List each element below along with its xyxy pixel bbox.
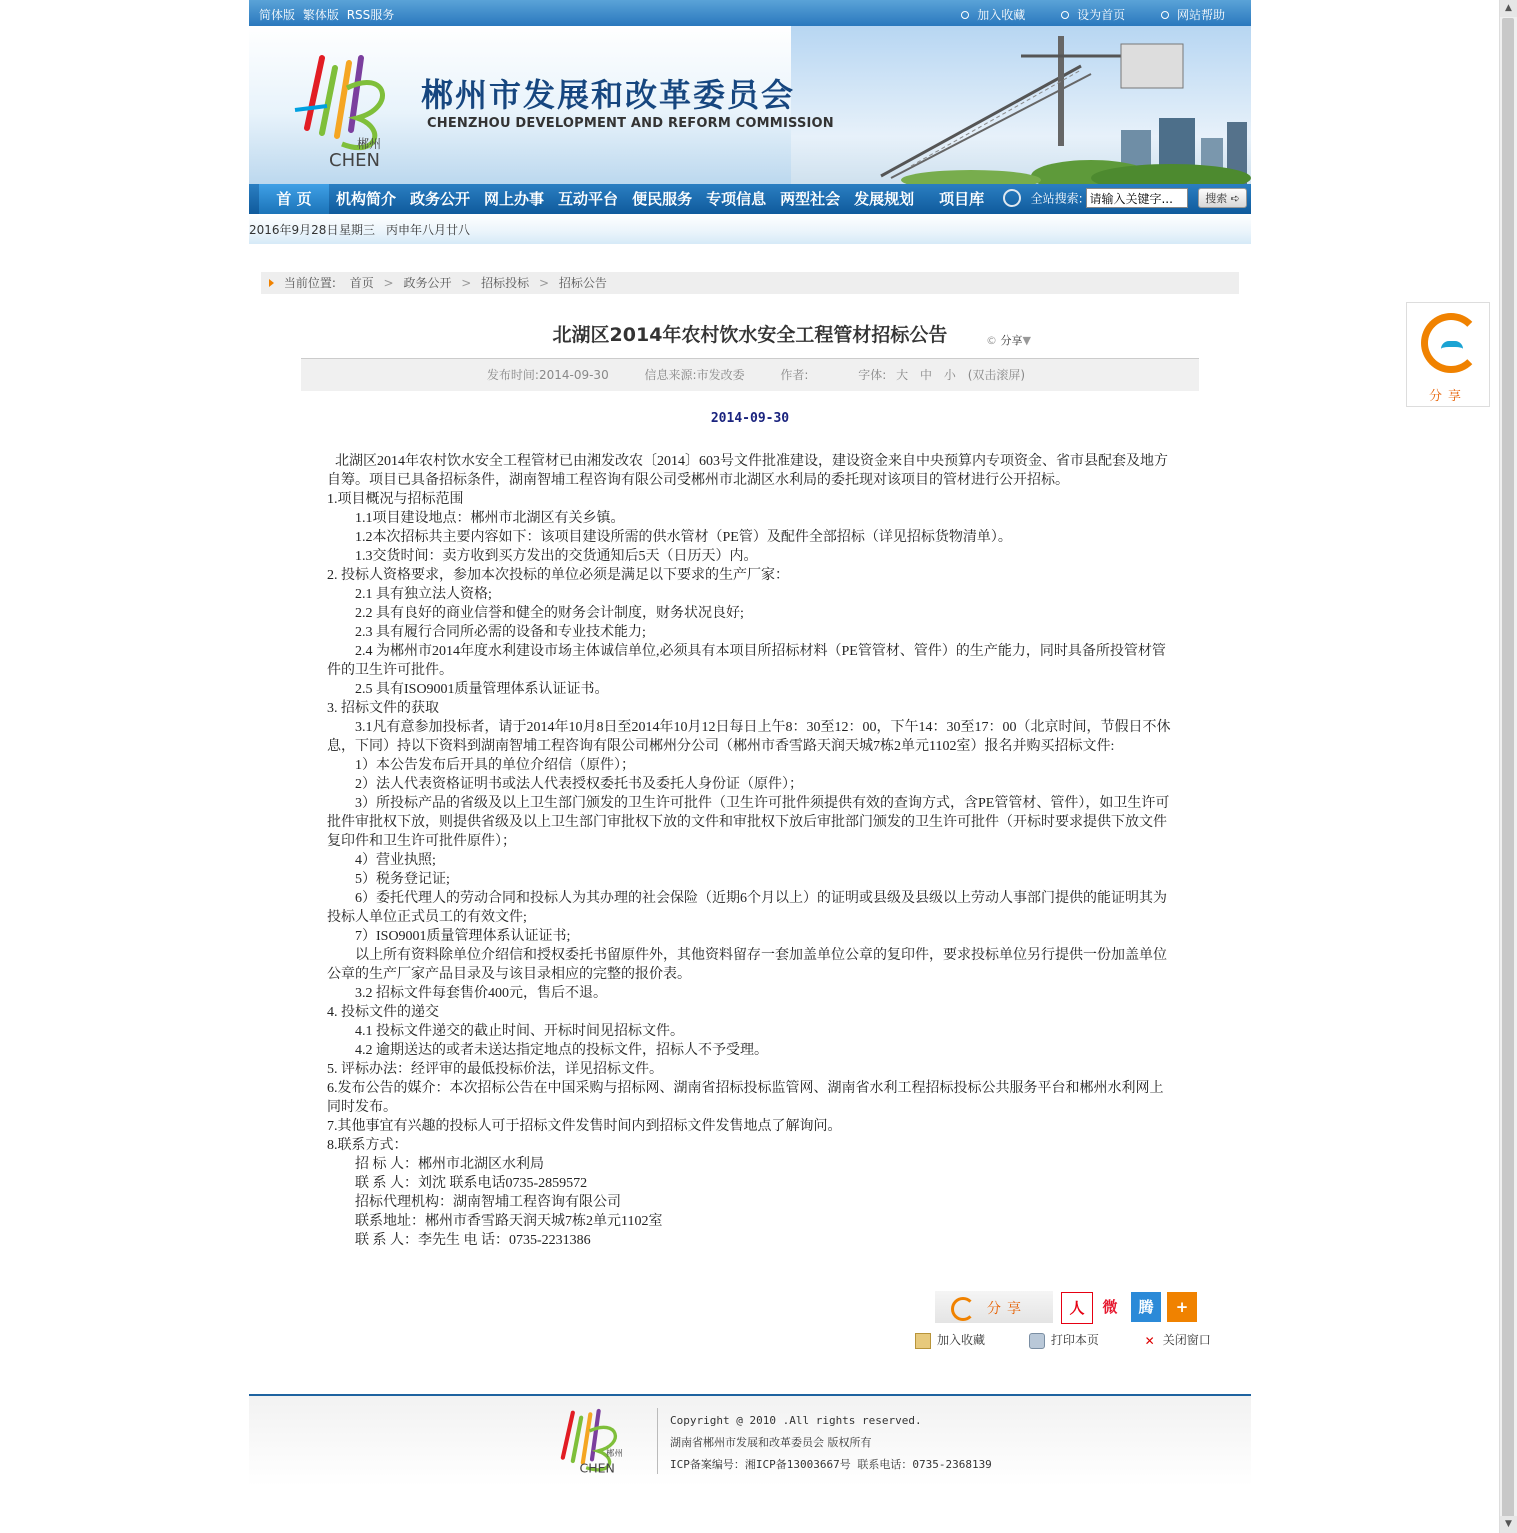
current-date: 2016年9月28日 xyxy=(249,223,339,237)
svg-text:CHEN: CHEN xyxy=(579,1460,615,1476)
footer-divider xyxy=(657,1408,658,1474)
article-paragraph: 招 标 人：郴州市北湖区水利局 xyxy=(355,1157,544,1172)
article-paragraph: 4. 投标文件的递交 xyxy=(327,1005,439,1020)
circle-bullet-icon xyxy=(1061,11,1069,19)
close-window-tool[interactable]: ✕ 关闭窗口 xyxy=(1144,1333,1211,1348)
icp-info: ICP备案编号：湘ICP备13003667号 联系电话：0735-2368139 xyxy=(670,1458,992,1471)
rss-link[interactable]: RSS服务 xyxy=(346,8,395,22)
breadcrumb-home[interactable]: 首页 xyxy=(349,276,374,290)
article xyxy=(301,320,1199,1250)
nav-item-gov-affairs[interactable]: 政务公开 xyxy=(410,190,471,208)
add-favorite-tool[interactable]: 加入收藏 xyxy=(915,1333,1005,1347)
crane-skyline-illustration xyxy=(791,26,1251,184)
share-more-icon[interactable]: + xyxy=(1167,1292,1197,1322)
article-paragraph: 1.3交货时间：卖方收到买方发出的交货通知后5天（日历天）内。 xyxy=(355,549,758,564)
share-logo-icon: © xyxy=(986,334,998,347)
dblclick-scroll-hint: (双击滚屏) xyxy=(967,368,1026,382)
article-paragraph: 以上所有资料除单位介绍信和授权委托书留原件外，其他资料留存一套加盖单位公章的复印件，要求投标单位另行提供一份加盖单位公章的生产厂家产品目录及与该目录相应的完整的报价表。 xyxy=(327,948,1167,982)
article-title: 北湖区2014年农村饮水安全工程管材招标公告 xyxy=(552,324,948,346)
article-paragraph: 2）法人代表资格证明书或法人代表授权委托书及委托人身份证（原件）； xyxy=(355,777,803,792)
site-help-link[interactable]: 网站帮助 xyxy=(1161,8,1225,22)
article-paragraph: 6）委托代理人的劳动合同和投标人为其办理的社会保险（近期6个月以上）的证明或县级及县级以上劳动人事部门提供的能证明其为投标人单位正式员工的有效文件; xyxy=(327,891,1167,925)
article-paragraph: 6.发布公告的媒介：本次招标公告在中国采购与招标网、湖南省招标投标监管网、湖南省水利工程招标投标公共服务平台和郴州水利网上同时发布。 xyxy=(327,1081,1164,1115)
article-paragraph: 4.2 逾期送达的或者未送达指定地点的投标文件，招标人不予受理。 xyxy=(355,1043,768,1058)
article-paragraph: 1.项目概况与招标范围 xyxy=(327,492,464,507)
article-paragraph: 招标代理机构：湖南智埔工程咨询有限公司 xyxy=(355,1195,621,1210)
copyright: Copyright @ 2010 .All rights reserved. xyxy=(670,1414,922,1427)
article-paragraph: 1）本公告发布后开具的单位介绍信（原件）； xyxy=(355,758,635,773)
article-paragraph: 3.2 招标文件每套售价400元，售后不退。 xyxy=(355,986,607,1001)
article-paragraph: 4.1 投标文件递交的截止时间、开标时间见招标文件。 xyxy=(355,1024,684,1039)
article-paragraph: 4）营业执照; xyxy=(355,853,436,868)
top-bar xyxy=(249,0,1251,26)
article-paragraph: 7）ISO9001质量管理体系认证证书; xyxy=(355,929,571,944)
breadcrumb-separator: > xyxy=(461,276,472,290)
date-bar xyxy=(249,214,1251,244)
footer-text xyxy=(670,1410,992,1476)
font-small-button[interactable]: 小 xyxy=(943,368,956,382)
breadcrumb-gov-affairs[interactable]: 政务公开 xyxy=(403,276,452,290)
breadcrumb xyxy=(261,272,1239,294)
breadcrumb-bidding[interactable]: 招标投标 xyxy=(481,276,530,290)
owner: 湖南省郴州市发展和改革委员会 版权所有 xyxy=(670,1436,872,1449)
current-weekday: 星期三 xyxy=(339,223,376,237)
share-tencent-icon[interactable]: 腾 xyxy=(1131,1292,1161,1322)
article-paragraph: 联系地址：郴州市香雪路天润天城7栋2单元1102室 xyxy=(355,1214,663,1229)
share-mini-button[interactable]: © 分享▼ xyxy=(986,334,1031,347)
article-paragraph: 1.2本次招标共主要内容如下：该项目建设所需的供水管材（PE管）及配件全部招标（详见招标货物清单）。 xyxy=(355,530,1012,545)
article-paragraph: 1.1项目建设地点：郴州市北湖区有关乡镇。 xyxy=(355,511,625,526)
article-paragraph: 3. 招标文件的获取 xyxy=(327,701,439,716)
search-icon xyxy=(1003,189,1021,207)
article-paragraph: 2.3 具有履行合同所必需的设备和专业技术能力; xyxy=(355,625,646,640)
site-banner xyxy=(249,26,1251,184)
scroll-up-arrow-icon[interactable]: ▲ xyxy=(1500,0,1517,17)
svg-text:CHEN: CHEN xyxy=(329,150,380,168)
simplified-link[interactable]: 简体版 xyxy=(259,8,296,22)
nav-item-project-library[interactable]: 项目库 xyxy=(939,190,985,208)
article-paragraph: 8.联系方式： xyxy=(327,1138,408,1153)
nav-item-online-service[interactable]: 网上办事 xyxy=(484,190,545,208)
nav-item-two-type-society[interactable]: 两型社会 xyxy=(780,190,841,208)
article-meta xyxy=(301,358,1199,391)
article-paragraph: 3.1凡有意参加投标者，请于2014年10月8日至2014年10月12日每日上午8：30至12：00，下午14：30至17：00（北京时间，节假日不休息，下同）持以下资料到湖南智埔工程咨询有限公司郴州分公司（郴州市香雪路天润天城7栋2单元1102室）报名并购买招标文件: xyxy=(327,720,1171,754)
main-nav xyxy=(249,184,1251,214)
article-date: 2014-09-30 xyxy=(710,411,790,426)
article-paragraph: 联 系 人：刘沈 联系电话0735-2859572 xyxy=(355,1176,588,1191)
info-source: 信息来源:市发改委 xyxy=(644,368,745,382)
circle-bullet-icon xyxy=(961,11,969,19)
add-favorite-link[interactable]: 加入收藏 xyxy=(961,8,1025,22)
article-paragraph: 2.5 具有ISO9001质量管理体系认证证书。 xyxy=(355,682,609,697)
share-label-box[interactable] xyxy=(935,1291,1053,1323)
page-container xyxy=(249,0,1251,1476)
window-scrollbar[interactable] xyxy=(1499,0,1517,1533)
article-paragraph: 3）所投标产品的省级及以上卫生部门颁发的卫生许可批件（卫生许可批件须提供有效的查询方式，含PE管管材、管件），如卫生许可批件审批权下放，则提供省级及以上卫生部门审批权下放的文件和审批权下放后审批部门颁发的卫生许可批件（开标时要求提供下放文件复印件和卫生许可批件原件）； xyxy=(327,796,1170,849)
lunar-date: 丙申年八月廿八 xyxy=(386,223,471,237)
article-paragraph: 5. 评标办法：经评审的最低投标价法，详见招标文件。 xyxy=(327,1062,663,1077)
top-links xyxy=(929,6,1225,23)
nav-item-home[interactable]: 首 页 xyxy=(259,184,329,214)
nav-item-special-info[interactable]: 专项信息 xyxy=(706,190,767,208)
floating-share-label: 分享 xyxy=(1428,389,1467,404)
search-label: 全站搜索: xyxy=(1030,191,1083,206)
breadcrumb-bid-notice[interactable]: 招标公告 xyxy=(558,276,607,290)
article-paragraph: 2.2 具有良好的商业信誉和健全的财务会计制度，财务状况良好; xyxy=(355,606,744,621)
floating-share-widget[interactable] xyxy=(1406,302,1490,407)
nav-item-dev-planning[interactable]: 发展规划 xyxy=(854,190,915,208)
language-links xyxy=(259,6,398,23)
arrow-bullet-icon xyxy=(269,279,274,287)
share-label: 分享 xyxy=(987,1301,1027,1317)
svg-text:郴州: 郴州 xyxy=(357,137,382,151)
article-paragraph: 2.1 具有独立法人资格; xyxy=(355,587,492,602)
folder-icon xyxy=(915,1333,931,1349)
share-logo-icon xyxy=(951,1297,975,1321)
scroll-thumb[interactable] xyxy=(1502,18,1514,1518)
breadcrumb-separator: > xyxy=(539,276,550,290)
article-title-row xyxy=(301,320,1199,358)
nav-item-about[interactable]: 机构简介 xyxy=(336,190,397,208)
close-icon: ✕ xyxy=(1144,1333,1155,1348)
page-tools xyxy=(915,1331,1251,1349)
publish-time: 发布时间:2014-09-30 xyxy=(486,368,609,382)
footer-logo xyxy=(551,1406,643,1476)
arrow-right-icon: ➪ xyxy=(1230,192,1240,205)
nav-item-interaction[interactable]: 互动平台 xyxy=(558,190,619,208)
chen-logo xyxy=(287,48,397,168)
search-button[interactable]: 搜索 ➪ xyxy=(1198,188,1247,208)
article-paragraph: 北湖区2014年农村饮水安全工程管材已由湘发改农〔2014〕603号文件批准建设，建设资金来自中央预算内专项资金、省市县配套及地方自筹。项目已具备招标条件，湖南智埔工程咨询有限公司受郴州市北湖区水利局的委托现对该项目的管材进行公开招标。 xyxy=(327,454,1168,488)
nav-menu xyxy=(259,184,991,214)
footer xyxy=(249,1394,1251,1486)
site-title-cn: 郴州市发展和改革委员会 xyxy=(421,76,796,114)
share-renren-icon[interactable]: 人 xyxy=(1061,1292,1093,1324)
article-paragraph: 5）税务登记证; xyxy=(355,872,450,887)
font-large-button[interactable]: 大 xyxy=(896,368,909,382)
article-paragraph: 7.其他事宜有兴趣的投标人可于招标文件发售时间内到招标文件发售地点了解询问。 xyxy=(327,1119,842,1134)
scroll-down-arrow-icon[interactable]: ▼ xyxy=(1500,1516,1517,1533)
article-paragraph: 2.4 为郴州市2014年度水利建设市场主体诚信单位,必须具有本项目所招标材料（PE管管材、管件）的生产能力，同时具备所投管材管件的卫生许可批件。 xyxy=(327,644,1166,678)
print-tool[interactable]: 打印本页 xyxy=(1029,1333,1119,1347)
printer-icon xyxy=(1029,1333,1045,1349)
search-input[interactable] xyxy=(1086,188,1188,208)
site-title-en: CHENZHOU DEVELOPMENT AND REFORM COMMISSION xyxy=(427,116,834,131)
breadcrumb-separator: > xyxy=(383,276,394,290)
font-medium-button[interactable]: 中 xyxy=(920,368,933,382)
dropdown-arrow-icon: ▼ xyxy=(1022,334,1031,347)
share-bar xyxy=(935,1291,1199,1323)
article-paragraph: 2. 投标人资格要求，参加本次投标的单位必须是满足以下要求的生产厂家： xyxy=(327,568,789,583)
circle-bullet-icon xyxy=(1161,11,1169,19)
breadcrumb-label: 当前位置: xyxy=(283,276,336,290)
traditional-link[interactable]: 繁体版 xyxy=(302,8,339,22)
font-size-label: 字体: xyxy=(858,368,887,382)
nav-item-public-service[interactable]: 便民服务 xyxy=(632,190,693,208)
author: 作者: xyxy=(780,368,809,382)
set-homepage-link[interactable]: 设为首页 xyxy=(1061,8,1125,22)
share-logo-accent xyxy=(1441,341,1463,357)
article-body xyxy=(301,452,1199,1250)
site-search xyxy=(1003,188,1247,210)
article-paragraph: 联 系 人：李先生 电 话：0735-2231386 xyxy=(355,1233,591,1248)
svg-text:郴州: 郴州 xyxy=(606,1448,623,1458)
share-weibo-icon[interactable]: 微 xyxy=(1095,1292,1125,1322)
